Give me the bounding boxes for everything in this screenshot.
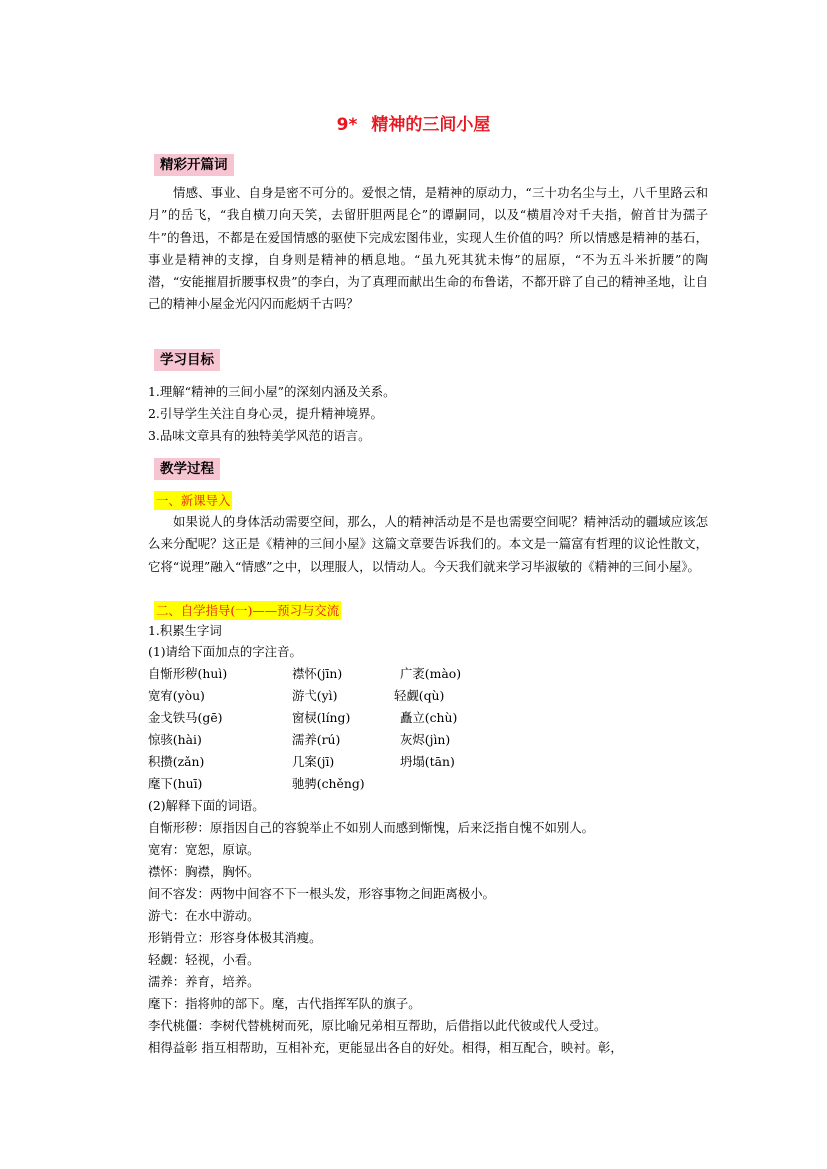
- goal-item: 2.引导学生关注自身心灵，提升精神境界。: [148, 406, 383, 421]
- goal-item: 1.理解“精神的三间小屋”的深刻内涵及关系。: [148, 384, 396, 399]
- definition-item: 相得益彰 指互相帮助，互相补充，更能显出各自的好处。相得，相互配合，映衬。彰，: [148, 1040, 623, 1055]
- pinyin-item: 灰烬(jìn): [400, 732, 451, 747]
- section-label-goals: 学习目标: [154, 349, 220, 371]
- pinyin-item: 积攒(zǎn): [148, 754, 205, 769]
- definition-item: 濡养：养育，培养。: [148, 974, 260, 989]
- pinyin-item: 游弋(yì): [292, 688, 338, 703]
- page-title: [0, 110, 827, 135]
- section-label-process: 教学过程: [154, 458, 220, 480]
- lesson-title: 精神的三间小屋: [371, 115, 491, 135]
- definition-item: 游弋：在水中游动。: [148, 908, 260, 923]
- pinyin-item: 惊骇(hài): [148, 732, 202, 747]
- definition-item: 间不容发：两物中间容不下一根头发，形容事物之间距离极小。: [148, 886, 495, 901]
- pinyin-item: 自惭形秽(huì): [148, 666, 228, 681]
- pinyin-item: 麾下(huī): [148, 776, 203, 791]
- pinyin-item: 轻觑(qù): [394, 688, 445, 703]
- definition-item: 麾下：指将帅的部下。麾，古代指挥军队的旗子。: [148, 996, 421, 1011]
- definition-item: 自惭形秽：原指因自己的容貌举止不如别人而感到惭愧，后来泛指自愧不如别人。: [148, 820, 595, 835]
- pinyin-item: 金戈铁马(gē): [148, 710, 223, 725]
- opening-paragraph: 情感、事业、自身是密不可分的。爱恨之情，是精神的原动力，“三十功名尘与土，八千里路云和月”的岳飞，“我自横刀向天笑，去留肝胆两昆仑”的谭嗣同，以及“横眉冷对千夫指，俯首甘为孺子牛”的鲁迅，不都是在爱国情感的驱使下完成宏图伟业，实现人生价值的吗？所以情感是精神的基石，事业是精神的支撑，自身则是精神的栖息地。“虽九死其犹未悔”的屈原，“不为五斗米折腰”的陶潜，“安能摧眉折腰事权贵”的李白，为了真理而献出生命的布鲁诺，不都开辟了自己的精神圣地，让自己的精神小屋金光闪闪而彪炳千古吗？: [148, 185, 708, 312]
- pinyin-item: 驰骋(chěng): [292, 776, 365, 791]
- pinyin-item: 濡养(rú): [292, 732, 341, 747]
- pinyin-item: 坍塌(tān): [400, 754, 455, 769]
- question-1: (1)请给下面加点的字注音。: [148, 644, 302, 659]
- goal-item: 3.品味文章具有的独特美学风范的语言。: [148, 428, 371, 443]
- pinyin-item: 广袤(mào): [400, 666, 462, 681]
- definition-item: 李代桃僵：李树代替桃树而死，原比喻兄弟相互帮助，后借指以此代彼或代人受过。: [148, 1018, 607, 1033]
- vocab-subheading: 1.积累生字词: [148, 623, 222, 638]
- pinyin-item: 几案(jī): [292, 754, 335, 769]
- question-2: (2)解释下面的词语。: [148, 798, 265, 813]
- lesson-number: 9*: [336, 115, 358, 135]
- pinyin-item: 矗立(chù): [400, 710, 458, 725]
- section-label-opening: 精彩开篇词: [154, 154, 234, 176]
- definition-item: 形销骨立：形容身体极其消瘦。: [148, 930, 322, 945]
- part1-heading: 一、新课导入: [156, 493, 231, 508]
- definition-item: 轻觑：轻视，小看。: [148, 952, 260, 967]
- part2-heading: 二、自学指导(一)——预习与交流: [156, 603, 340, 618]
- definition-item: 襟怀：胸襟，胸怀。: [148, 864, 260, 879]
- pinyin-item: 襟怀(jīn): [292, 666, 343, 681]
- definition-item: 宽宥：宽恕，原谅。: [148, 842, 260, 857]
- pinyin-item: 宽宥(yòu): [148, 688, 205, 703]
- pinyin-item: 窗棂(líng): [292, 710, 351, 725]
- part1-paragraph: 如果说人的身体活动需要空间，那么，人的精神活动是不是也需要空间呢？精神活动的疆域应该怎么来分配呢？这正是《精神的三间小屋》这篇文章要告诉我们的。本文是一篇富有哲理的议论性散文，它将“说理”融入“情感”之中，以理服人，以情动人。今天我们就来学习毕淑敏的《精神的三间小屋》。: [148, 514, 708, 574]
